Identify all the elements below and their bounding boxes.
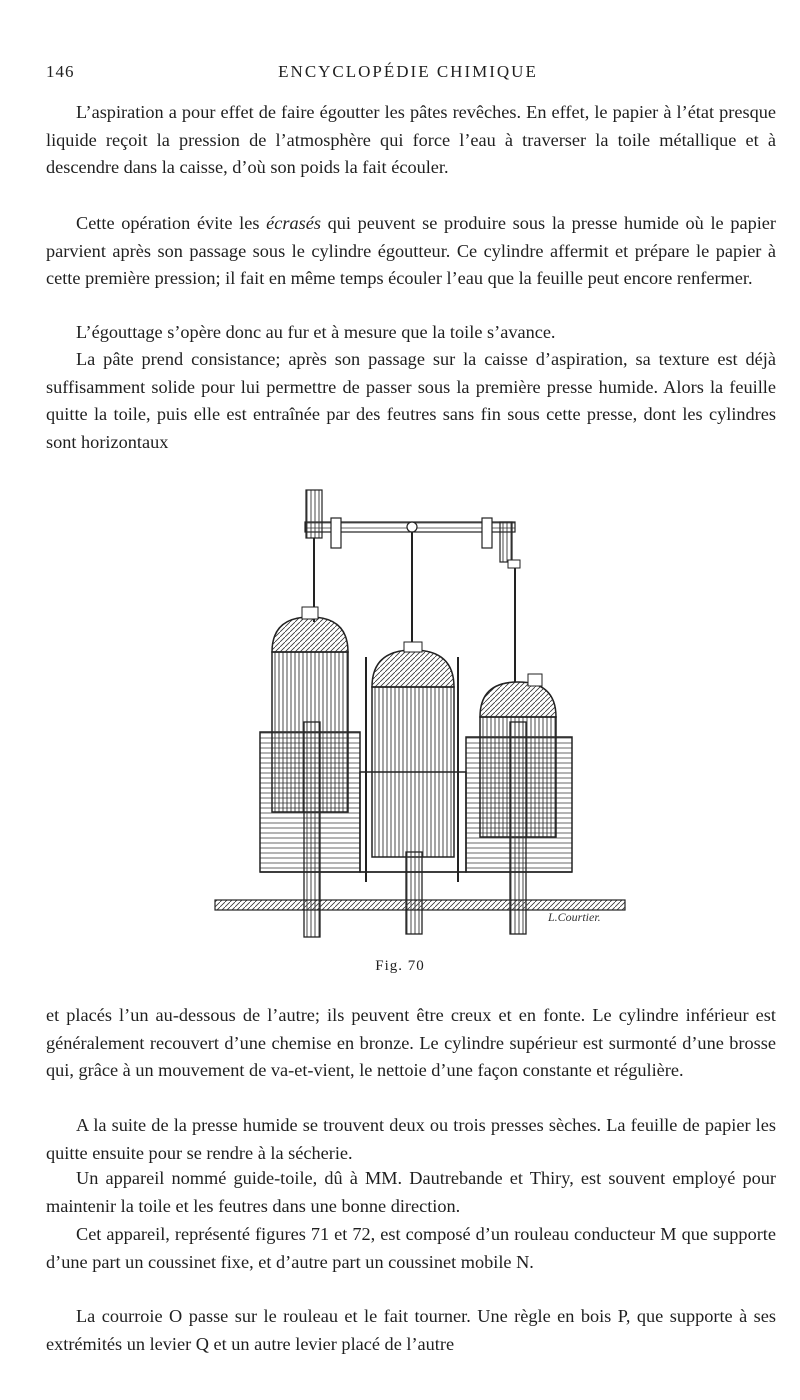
running-title: ENCYCLOPÉDIE CHIMIQUE (278, 62, 538, 81)
paragraph-guide-toile: Un appareil nommé guide-toile, dû à MM. Dautrebande et Thiry, est souvent employé pour maintenir la toile et les feutres dans une bonne direction. (46, 1168, 776, 1216)
paragraph-ecrases-end: qui peuvent se produire sous la presse humide où le papier parvient après son passage sous le cylindre égoutteur. Ce cylindre affermit et prépare le papier à cette première pression; il fait en même temps écouler l’eau que la feuille peut encore renfermer. (46, 213, 776, 288)
press-apparatus-engraving (210, 482, 630, 942)
paragraph-ecrases (46, 210, 776, 293)
running-header (46, 62, 770, 86)
figure-70-illustration (210, 482, 630, 942)
paragraph-appareil: Cet appareil, représenté figures 71 et 72, est composé d’un rouleau conducteur M que supporte d’une part un coussinet fixe, et d’autre part un coussinet mobile N. (46, 1224, 776, 1272)
figure-caption: Fig. 70 (375, 958, 425, 974)
paragraph-consistance: La pâte prend consistance; après son passage sur la caisse d’aspiration, sa texture est déjà suffisamment solide pour lui permettre de passer sous la première presse humide. Alors la feuille quitte la toile, puis elle est entraînée par des feutres sans fin sous cette presse, dont les cylindres sont horizontaux (46, 349, 776, 452)
paragraph-ecrases-start: Cette opération évite les (76, 213, 267, 233)
paragraph-presses-seches: A la suite de la presse humide se trouvent deux ou trois presses sèches. La feuille de papier les quitte ensuite pour se rendre à la sécherie. (46, 1115, 776, 1163)
emphasis-ecrases: écrasés (266, 213, 321, 233)
engraver-signature: L.Courtier. (548, 910, 601, 924)
page-number: 146 (46, 62, 75, 81)
paragraph-cylindres: et placés l’un au-dessous de l’autre; ils peuvent être creux et en fonte. Le cylindre inférieur est généralement recouvert d’une chemise en bronze. Le cylindre supérieur est surmonté d’une brosse qui, grâce à un mouvement de va-et-vient, le nettoie d’une façon constante et régulière. (46, 1005, 776, 1080)
paragraph-aspiration: L’aspiration a pour effet de faire égoutter les pâtes revêches. En effet, le papier à l’état presque liquide reçoit la pression de l’atmosphère qui force l’eau à traverser la toile métallique et à descendre dans la caisse, d’où son poids la fait écouler. (46, 102, 776, 177)
paragraph-egouttage: L’égouttage s’opère donc au fur et à mesure que la toile s’avance. (76, 322, 556, 342)
paragraph-courroie: La courroie O passe sur le rouleau et le fait tourner. Une règle en bois P, que supporte à ses extrémités un levier Q et un autre levier placé de l’autre (46, 1306, 776, 1354)
